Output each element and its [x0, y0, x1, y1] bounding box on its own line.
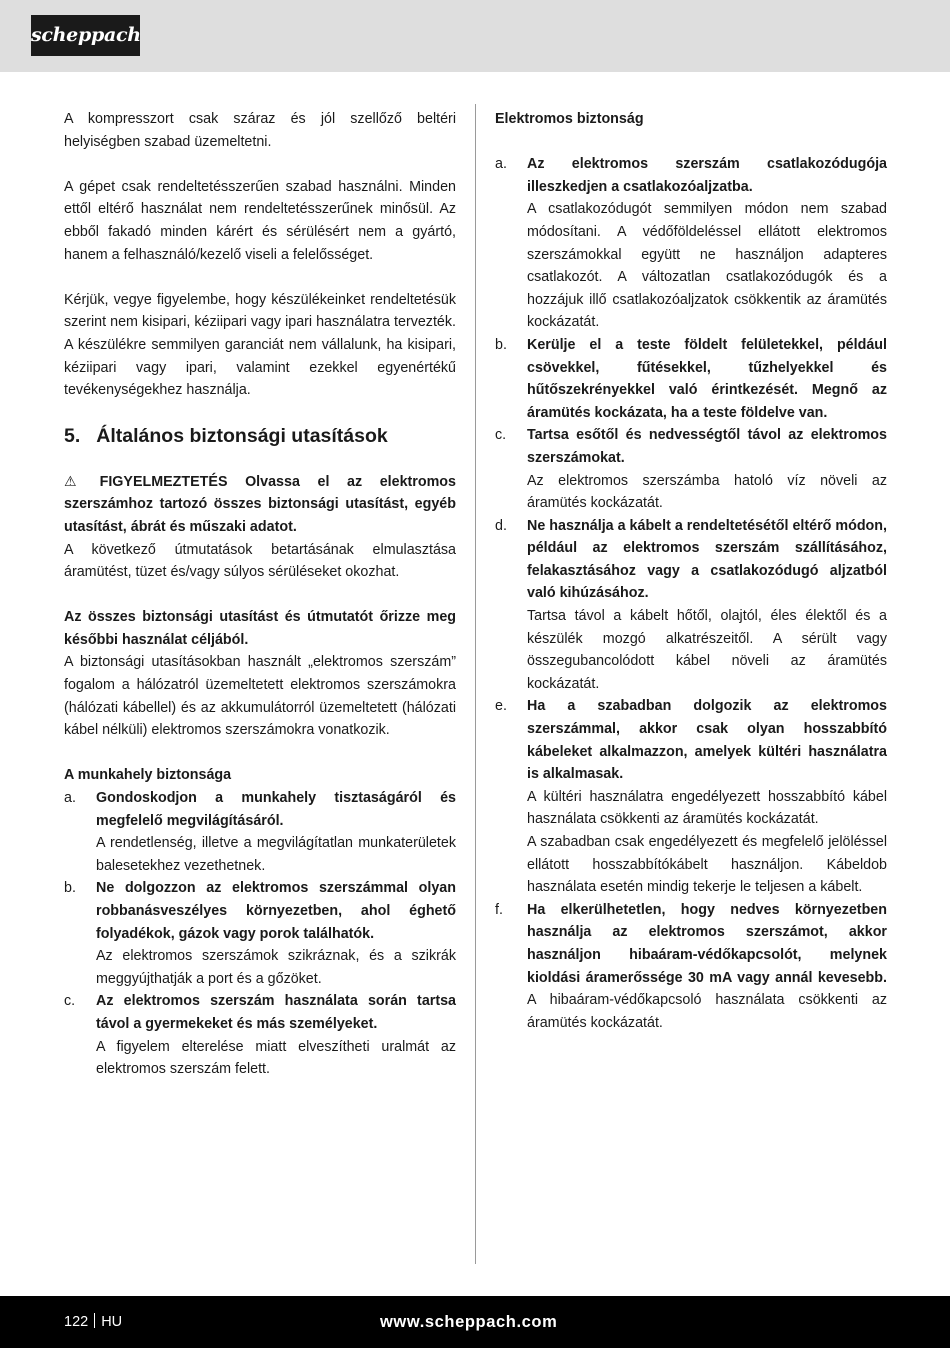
- page-number: 122: [64, 1314, 89, 1330]
- list-item: [64, 990, 456, 1080]
- footer-page-info: [64, 1309, 122, 1335]
- warning-bold-text: FIGYELMEZTETÉS Olvassa el az elektromos szerszámhoz tartozó összes biztonsági utasítást, egyéb utasítást, ábrát és műszaki adatot.: [64, 473, 456, 535]
- keep-instructions-bold: Az összes biztonsági utasítást és útmutatót őrizze meg későbbi használat céljából.: [64, 609, 456, 648]
- list-item-bold: Ne használja a kábelt a rendeltetésétől eltérő módon, például az elektromos szerszám szállításához, felakasztásához vagy a csatlakozódugó aljzatból való kihúzásához.: [527, 517, 887, 602]
- warning-block: [64, 470, 456, 539]
- list-item-text: A rendetlenség, illetve a megvilágítatlan munkaterületek balesetekhez vezethetnek.: [96, 835, 456, 874]
- list-item: [495, 695, 887, 898]
- list-item-bold: Kerülje el a teste földelt felületekkel, például csövekkel, fűtésekkel, tűzhelyekkel és hűtőszekrényekkel való érintkezését. Megnő az áramütés kockázata, ha a teste földelve van.: [527, 336, 887, 421]
- electrical-safety-heading: Elektromos biztonság: [495, 111, 644, 127]
- list-item: [495, 334, 887, 424]
- right-column: [495, 108, 887, 1034]
- keep-instructions-text: A biztonsági utasításokban használt „elektromos szerszám” fogalom a hálózatról üzemeltetett elektromos szerszámokra (hálózati kábellel) és az akkumulátorról üzemeltetett (hálózati kábel nélküli) elektromos szerszámokra vonatkozik.: [64, 654, 456, 739]
- column-divider: [475, 104, 476, 1264]
- list-item-text: A kültéri használatra engedélyezett hosszabbító kábel használata csökkenti az áramütés kockázatát.: [527, 788, 887, 828]
- list-item-text: A csatlakozódugót semmilyen módon nem szabad módosítani. A védőföldeléssel ellátott elektromos szerszámokkal együtt ne használjon adapteres csatlakozót. A változatlan csatlakozódugók és a hozzájuk illő csatlakozóaljzatok csökkentik az áramütés kockázatát.: [527, 201, 887, 331]
- header-bar: [0, 0, 950, 72]
- paragraph-usage-location: A kompresszort csak száraz és jól szellőző beltéri helyiségben szabad üzemeltetni.: [64, 111, 456, 150]
- list-item-text: A hibaáram-védőkapcsoló használata csökkenti az áramütés kockázatát.: [527, 992, 887, 1031]
- list-marker: a.: [64, 790, 76, 807]
- list-item: [64, 787, 456, 877]
- list-item-bold: Az elektromos szerszám csatlakozódugója illeszkedjen a csatlakozóaljzatba.: [527, 156, 887, 195]
- warning-triangle-icon: ⚠: [64, 472, 77, 489]
- list-item-bold: Gondoskodjon a munkahely tisztaságáról és megfelelő megvilágításáról.: [96, 790, 456, 829]
- language-code: HU: [101, 1314, 123, 1330]
- website-link[interactable]: www.scheppach.com: [380, 1313, 558, 1331]
- list-marker: c.: [495, 427, 507, 444]
- left-column: [64, 108, 456, 1081]
- list-marker: d.: [495, 517, 507, 534]
- list-marker: b.: [495, 336, 507, 353]
- list-item-text: Tartsa távol a kábelt hőtől, olajtól, éles élektől és a készülék mozgó alkatrészeitől. A sérült vagy összegubancolódott kábel növeli az áramütés kockázatát.: [527, 608, 887, 692]
- list-marker: b.: [64, 880, 76, 897]
- list-marker: e.: [495, 698, 507, 715]
- list-item-bold: Tartsa esőtől és nedvességtől távol az elektromos szerszámokat.: [527, 427, 887, 466]
- section-heading: [64, 419, 456, 453]
- list-item: [495, 515, 887, 696]
- list-item-bold: Ne dolgozzon az elektromos szerszámmal olyan robbanásveszélyes környezetben, ahol éghető folyadékok, gázok vagy porok találhatók.: [96, 880, 456, 942]
- paragraph-warranty: Kérjük, vegye figyelembe, hogy készülékeinket rendeltetésük szerint nem kisipari, kéziipari vagy ipari használatra tervezték. A készülékre semmilyen garanciát nem vállalunk, ha kisipari, kéziipari vagy ipari, valamint ezekkel egyenértékű tevékenységekhez használja.: [64, 291, 456, 399]
- section-number: 5.: [64, 424, 81, 447]
- list-item: [64, 877, 456, 990]
- work-area-heading: A munkahely biztonsága: [64, 767, 232, 784]
- footer-separator: [94, 1313, 95, 1328]
- list-marker: f.: [495, 901, 503, 918]
- list-item-bold: Ha a szabadban dolgozik az elektromos szerszámmal, akkor csak olyan hosszabbító kábeleket alkalmazzon, amelyek kültéri használatra is alkalmasak.: [527, 698, 887, 783]
- list-item: [495, 153, 887, 334]
- list-item-text: A figyelem elterelése miatt elveszítheti uralmát az elektromos szerszám felett.: [96, 1038, 456, 1078]
- list-item: [495, 424, 887, 514]
- list-item-bold: Ha elkerülhetetlen, hogy nedves környezetben használja az elektromos szerszámot, akkor használjon hibaáram-védőkapcsolót, melynek kioldási áramerőssége 30 mA vagy annál kevesebb.: [527, 901, 887, 986]
- scheppach-logo: scheppach: [31, 15, 140, 56]
- section-title: Általános biztonsági utasítások: [96, 424, 388, 447]
- list-item-text: Az elektromos szerszámok szikráznak, és a szikrák meggyújthatják a port és a gőzöket.: [96, 948, 456, 987]
- list-item-bold: Az elektromos szerszám használata során tartsa távol a gyermekeket és más személyeket.: [96, 993, 456, 1032]
- list-marker: c.: [64, 993, 76, 1010]
- paragraph-intended-use: A gépet csak rendeltetésszerűen szabad használni. Minden ettől eltérő használat nem rendeltetésszerűnek minősül. Az ebből fakadó minden kárért és sérülésért nem a gyártó, hanem a felhasználó/kezelő viseli a felelősséget.: [64, 178, 456, 263]
- list-marker: a.: [495, 156, 507, 173]
- list-item-mixed: [527, 899, 887, 1035]
- list-item-text: Az elektromos szerszámba hatoló víz növeli az áramütés kockázatát.: [527, 472, 887, 512]
- footer-bar: [0, 1296, 950, 1348]
- list-item-text-extra: A szabadban csak engedélyezett és megfelelő jelöléssel ellátott hosszabbítókábelt használjon. Kábeldob használata esetén mindig tekerje le teljesen a kábelt.: [527, 834, 887, 896]
- list-item: [495, 899, 887, 1035]
- warning-text: A következő útmutatások betartásának elmulasztása áramütést, tüzet és/vagy súlyos sérüléseket okozhat.: [64, 541, 456, 581]
